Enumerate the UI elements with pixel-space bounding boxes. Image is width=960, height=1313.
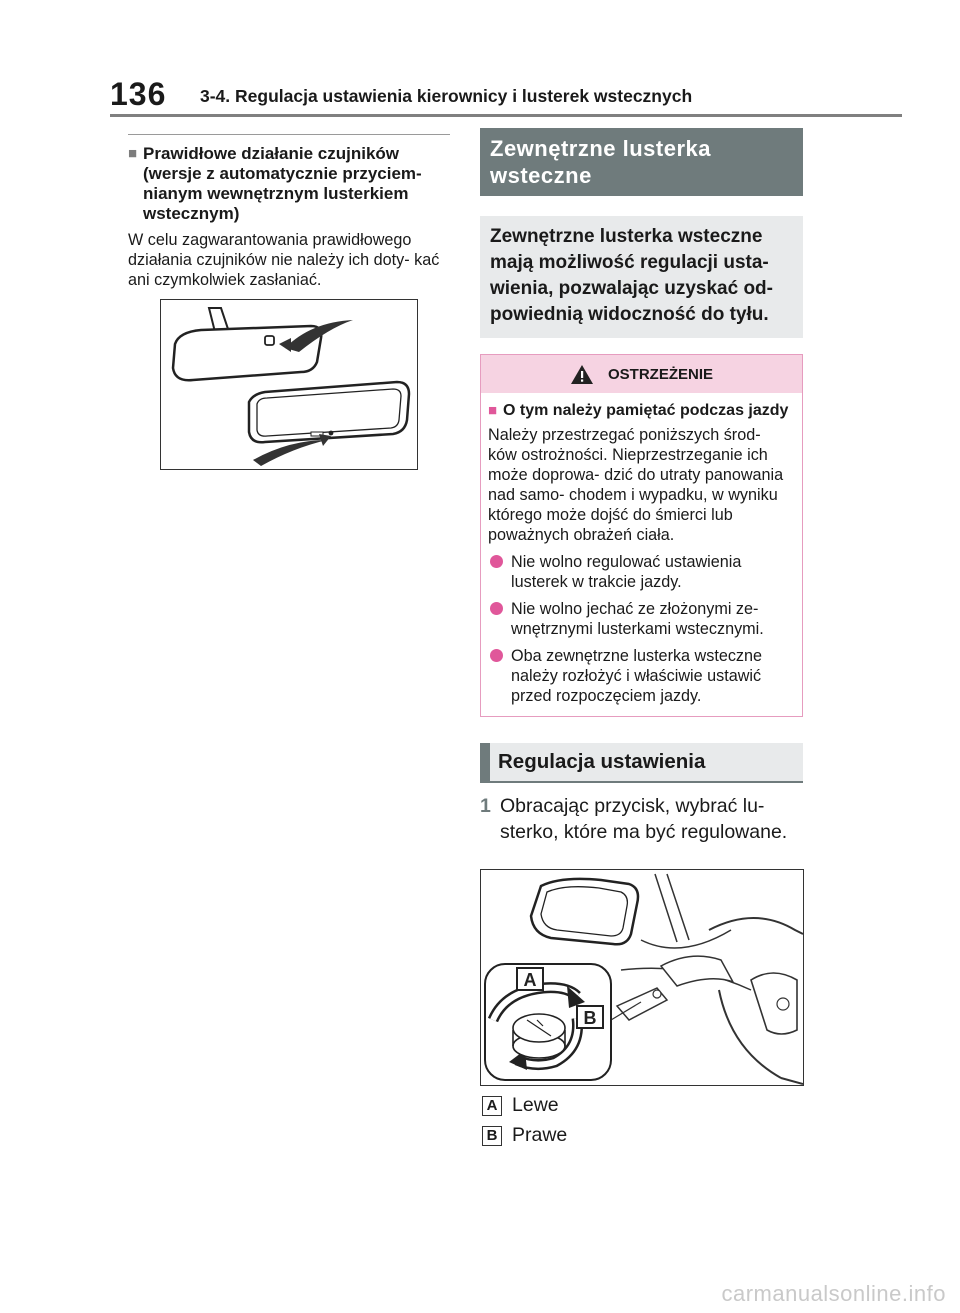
header-divider [110, 114, 902, 117]
watermark: carmanualsonline.info [721, 1281, 946, 1306]
warning-subheading [488, 401, 793, 420]
chapter-title: 3-4. Regulacja ustawienia kierownicy i lusterek wstecznych [200, 86, 693, 106]
section-divider [128, 134, 450, 135]
step-number: 1 [480, 795, 491, 817]
warning-header [481, 355, 802, 393]
warning-item-text: Nie wolno regulować ustawienia lusterek w trakcie jazdy. [511, 553, 742, 591]
bullet-dot-icon [490, 555, 503, 568]
warning-triangle-icon [570, 364, 594, 385]
mirror-switch-icon [481, 870, 803, 1085]
warning-item [488, 646, 793, 706]
square-bullet-icon: ■ [488, 402, 498, 419]
legend-label-right: Prawe [512, 1124, 568, 1146]
sensor-heading-text: Prawidłowe działanie czujników (wersje z automatycznie przyciem- nianym wewnętrznym lusterkiem wstecznym) [143, 144, 422, 223]
callout-b: B [583, 1008, 597, 1028]
section-title: Zewnętrzne lusterka wsteczne [480, 128, 803, 196]
callout-a: A [523, 970, 537, 990]
warning-subheading-text: O tym należy pamiętać podczas jazdy [503, 402, 789, 419]
square-bullet-icon: ■ [128, 145, 138, 162]
step-text: Obracając przycisk, wybrać lu- sterko, które ma być regulowane. [500, 795, 788, 843]
warning-item-text: Oba zewnętrzne lusterka wsteczne należy rozłożyć i właściwie ustawić przed rozpoczęciem jazdy. [511, 647, 763, 705]
rearview-mirror-illustration [160, 299, 418, 470]
legend-item-left [482, 1094, 782, 1117]
legend-label-left: Lewe [512, 1094, 559, 1116]
sensor-body-text: W celu zagwarantowania prawidłowego działania czujników nie należy ich doty- kać ani czymkolwiek zasłaniać. [128, 231, 440, 289]
mirror-switch-illustration [480, 869, 804, 1086]
bullet-dot-icon [490, 602, 503, 615]
left-column [128, 134, 453, 290]
page-header [0, 0, 960, 116]
legend-badge-a: A [482, 1096, 502, 1116]
warning-item-text: Nie wolno jechać ze złożonymi ze- wnętrznymi lusterkami wstecznymi. [511, 600, 764, 638]
warning-item [488, 552, 793, 592]
right-column [480, 128, 803, 845]
intro-box: Zewnętrzne lusterka wsteczne mają możliwość regulacji usta- wienia, pozwalając uzyskać od- powiednią widoczność do tyłu. [480, 216, 803, 338]
page-number: 136 [110, 76, 167, 112]
warning-box [480, 354, 803, 717]
warning-body [481, 393, 802, 716]
step-1 [480, 793, 803, 845]
warning-item [488, 599, 793, 639]
warning-text: Należy przestrzegać poniższych środ- ków ostrożności. Nieprzestrzeganie ich może doprowa- dzić do utraty panowania nad samo- chodem i wypadku, w wyniku którego może dojść do śmierci lub poważnych obrażeń ciała. [488, 426, 784, 544]
bullet-dot-icon [490, 649, 503, 662]
subsection-title: Regulacja ustawienia [480, 743, 803, 783]
rearview-mirror-icon [161, 300, 417, 469]
legend-badge-b: B [482, 1126, 502, 1146]
legend-item-right [482, 1124, 782, 1147]
sensor-heading [128, 144, 453, 224]
warning-label: OSTRZEŻENIE [607, 365, 713, 383]
